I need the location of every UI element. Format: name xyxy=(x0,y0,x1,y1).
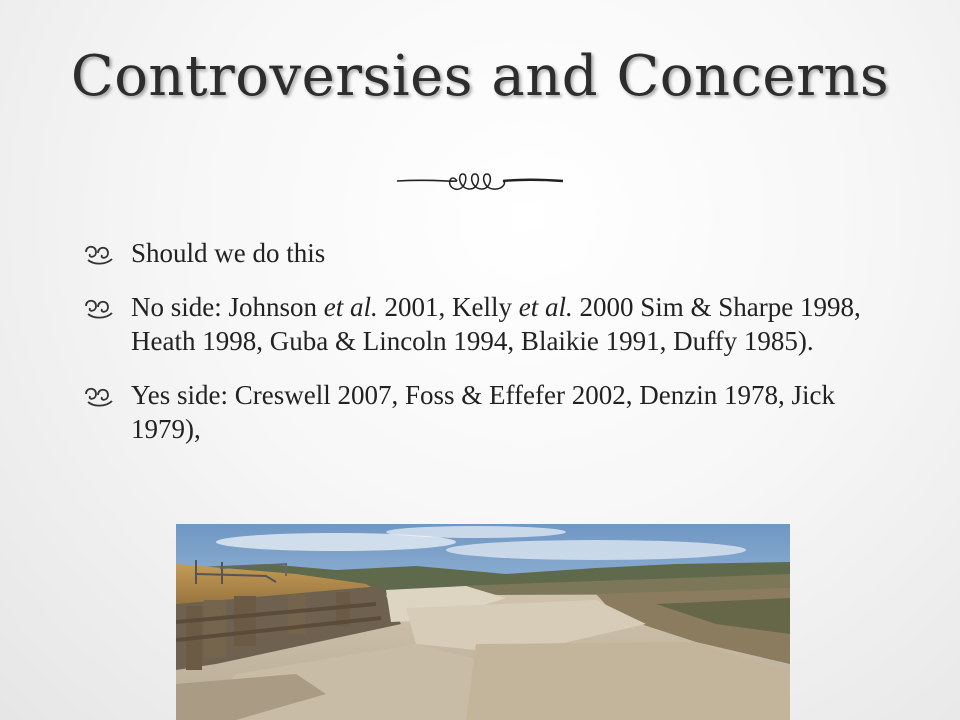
bullet-text xyxy=(131,292,861,356)
bullet-list xyxy=(84,236,884,466)
bullet-item xyxy=(84,290,884,358)
double-hook-bullet-icon xyxy=(84,298,114,320)
bullet-item xyxy=(84,378,884,446)
slide-title: Controversies and Concerns xyxy=(70,44,890,109)
text-segment: 2000 Sim & Sharpe 1998, Heath 1998, Guba & Lincoln 1994, Blaikie 1991, Duffy 1985). xyxy=(131,292,861,356)
double-hook-bullet-icon xyxy=(84,386,114,408)
bullet-item xyxy=(84,236,884,270)
italic-citation: et al. xyxy=(518,292,573,322)
text-segment: Yes side: Creswell 2007, Foss & Effefer 2002, Denzin 1978, Jick 1979), xyxy=(131,380,835,444)
rocky-trail-photo xyxy=(176,524,790,720)
text-segment: 2001, Kelly xyxy=(377,292,519,322)
bullet-text xyxy=(131,380,835,444)
text-segment: No side: Johnson xyxy=(131,292,324,322)
text-segment: Should we do this xyxy=(131,238,326,268)
bullet-text xyxy=(131,238,325,268)
italic-citation: et al. xyxy=(323,292,378,322)
double-hook-bullet-icon xyxy=(84,244,114,266)
flourish-divider-icon xyxy=(395,168,565,194)
